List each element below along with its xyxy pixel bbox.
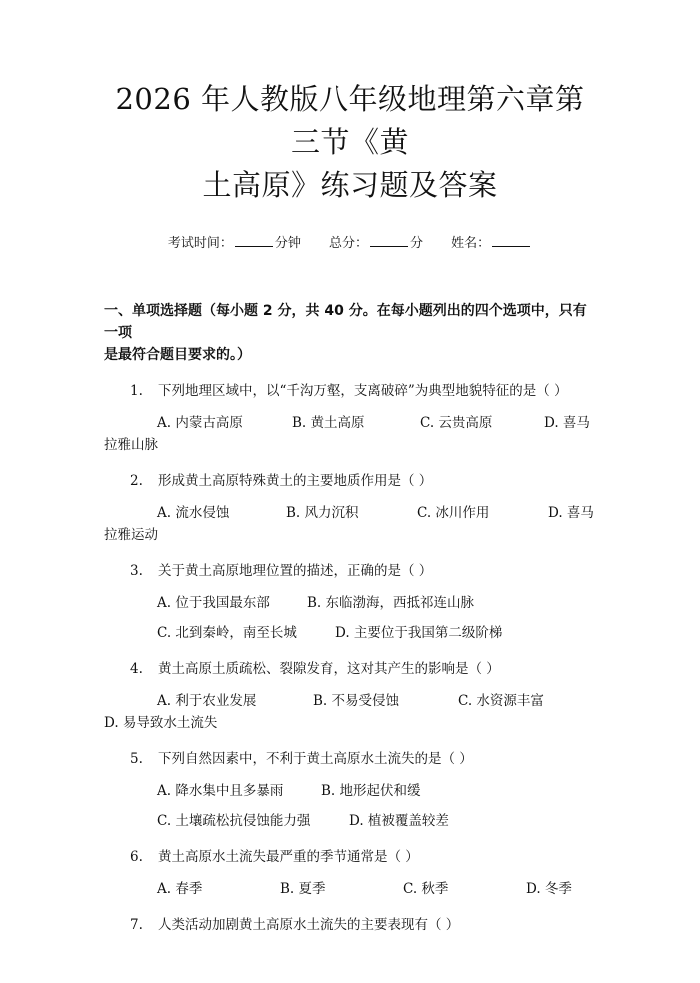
option-d[interactable]: D. 喜马: [544, 415, 590, 431]
option-b[interactable]: B. 风力沉积: [286, 505, 359, 521]
question-7: 7. 人类活动加剧黄土高原水土流失的主要表现有（ ）: [130, 917, 460, 933]
exam-info: [104, 233, 596, 254]
option-c[interactable]: C. 云贵高原: [420, 415, 493, 431]
question-stem: 形成黄土高原特殊黄土的主要地质作用是（ ）: [158, 473, 433, 489]
question-stem: 黄土高原水土流失最严重的季节通常是（ ）: [158, 849, 419, 865]
option-d-continuation: 拉雅运动: [104, 527, 158, 543]
option-d[interactable]: D. 主要位于我国第二级阶梯: [335, 625, 503, 641]
question-3-options-row-2: [104, 622, 596, 644]
title-line-1: 2026 年人教版八年级地理第六章第三节《黄: [115, 82, 585, 159]
option-a[interactable]: A. 流水侵蚀: [157, 505, 230, 521]
option-a[interactable]: A. 春季: [157, 881, 203, 897]
question-stem: 下列自然因素中，不利于黄土高原水土流失的是（ ）: [158, 751, 473, 767]
document-page: [0, 78, 700, 983]
option-b[interactable]: B. 地形起伏和缓: [321, 783, 421, 799]
option-b[interactable]: B. 黄土高原: [292, 415, 365, 431]
document-title: [104, 78, 596, 207]
question-2: 2. 形成黄土高原特殊黄土的主要地质作用是（ ）: [130, 473, 433, 489]
exam-score: 总分： 分: [329, 236, 427, 251]
question-stem: 黄土高原土质疏松、裂隙发育，这对其产生的影响是（ ）: [158, 661, 500, 677]
question-6: 6. 黄土高原水土流失最严重的季节通常是（ ）: [130, 849, 419, 865]
option-d-continuation: 拉雅山脉: [104, 437, 158, 453]
option-c[interactable]: C. 水资源丰富: [458, 693, 544, 709]
question-stem: 下列地理区域中，以“千沟万壑，支离破碎”为典型地貌特征的是（ ）: [158, 383, 568, 399]
option-a[interactable]: A. 内蒙古高原: [157, 415, 243, 431]
question-5: 5. 下列自然因素中，不利于黄土高原水土流失的是（ ）: [130, 751, 473, 767]
option-d[interactable]: D. 喜马: [548, 505, 594, 521]
question-3-options-row-1: [104, 592, 596, 614]
question-1-options: [104, 412, 596, 434]
option-c[interactable]: C. 冰川作用: [417, 505, 490, 521]
question-6-options: [104, 878, 596, 900]
question-5-options-row-1: [104, 780, 596, 802]
option-a[interactable]: A. 位于我国最东部: [157, 595, 270, 611]
question-2-options: [104, 502, 596, 524]
option-c[interactable]: C. 北到秦岭，南至长城: [157, 625, 297, 641]
option-d[interactable]: D. 植被覆盖较差: [349, 813, 449, 829]
option-b[interactable]: B. 东临渤海，西抵祁连山脉: [307, 595, 475, 611]
score-blank[interactable]: [370, 233, 408, 247]
option-d[interactable]: D. 冬季: [526, 881, 572, 897]
question-stem: 人类活动加剧黄土高原水土流失的主要表现有（ ）: [158, 917, 460, 933]
option-d[interactable]: D. 易导致水土流失: [104, 715, 218, 731]
time-blank[interactable]: [235, 233, 273, 247]
question-5-options-row-2: [104, 810, 596, 832]
question-3: 3. 关于黄土高原地理位置的描述，正确的是（ ）: [130, 563, 433, 579]
option-a[interactable]: A. 利于农业发展: [157, 693, 257, 709]
exam-time: 考试时间： 分钟: [168, 236, 305, 251]
name-blank[interactable]: [492, 233, 530, 247]
question-4-options: [104, 690, 596, 712]
option-a[interactable]: A. 降水集中且多暴雨: [157, 783, 284, 799]
title-line-2: 土高原》练习题及答案: [202, 168, 498, 202]
section-heading: 一、单项选择题（每小题 2 分，共 40 分。在每小题列出的四个选项中，只有一项 是最符合题目要求的。）: [104, 303, 587, 363]
option-b[interactable]: B. 不易受侵蚀: [313, 693, 400, 709]
option-b[interactable]: B. 夏季: [280, 881, 326, 897]
exam-name: 姓名：: [451, 236, 532, 251]
option-c[interactable]: C. 秋季: [403, 881, 449, 897]
question-stem: 关于黄土高原地理位置的描述，正确的是（ ）: [158, 563, 433, 579]
question-4: 4. 黄土高原土质疏松、裂隙发育，这对其产生的影响是（ ）: [130, 661, 500, 677]
option-c[interactable]: C. 土壤疏松抗侵蚀能力强: [157, 813, 311, 829]
question-1: 1. 下列地理区域中，以“千沟万壑，支离破碎”为典型地貌特征的是（ ）: [130, 383, 568, 399]
